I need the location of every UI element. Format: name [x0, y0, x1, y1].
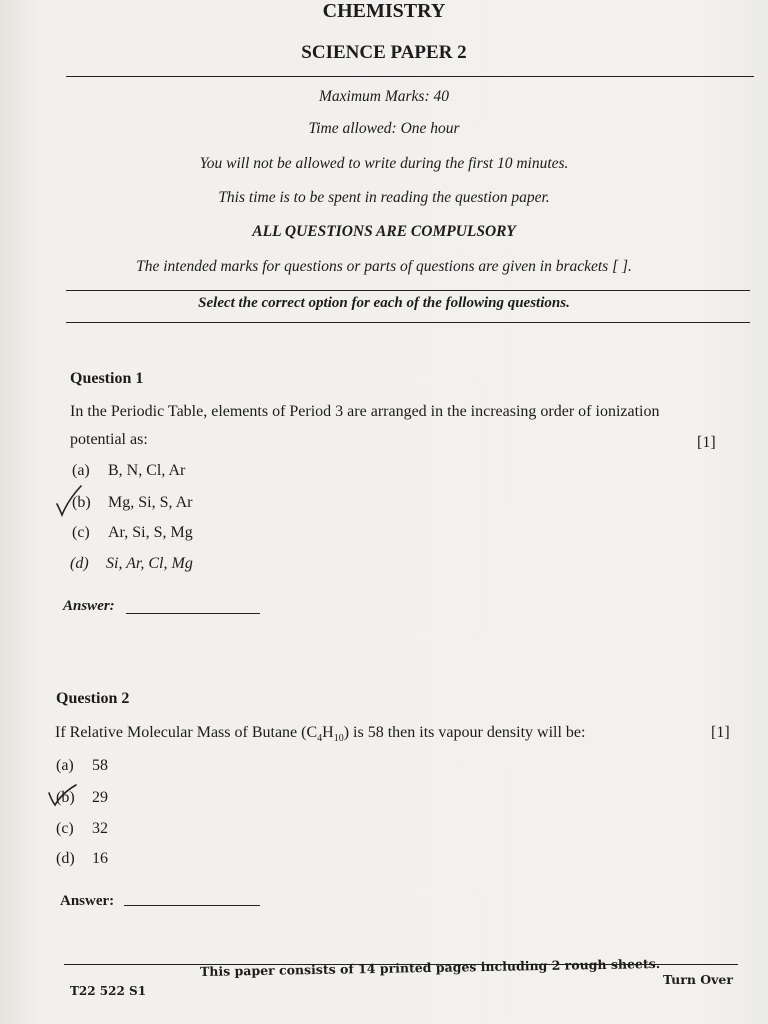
option-label: (b)	[56, 789, 75, 806]
question-2-answer-label: Answer:	[60, 893, 115, 909]
q1-option-a	[72, 462, 185, 480]
option-text: 16	[92, 850, 108, 867]
question-2-sub1: 4	[317, 733, 323, 745]
question-1-answer-label: Answer:	[63, 598, 115, 614]
question-2-text-mid: H	[322, 724, 334, 741]
option-text: Mg, Si, S, Ar	[108, 494, 193, 511]
max-marks: Maximum Marks: 40	[318, 88, 449, 105]
option-text: B, N, Cl, Ar	[108, 462, 186, 479]
marks-bracket-note: The intended marks for questions or parts of questions are given in brackets [ ].	[136, 258, 632, 275]
subject-title: CHEMISTRY	[322, 0, 446, 22]
q1-option-b	[72, 494, 192, 512]
turn-over: Turn Over	[663, 972, 733, 987]
instruction-rule-bottom	[66, 322, 750, 323]
header-divider	[66, 76, 754, 77]
q1-option-d	[70, 555, 193, 573]
q1-option-c	[72, 524, 193, 542]
paper-title: SCIENCE PAPER 2	[301, 42, 467, 63]
option-label: (a)	[56, 757, 74, 774]
option-label: (b)	[72, 494, 91, 511]
question-2-answer-blank[interactable]	[124, 905, 260, 906]
option-label: (a)	[72, 462, 90, 479]
question-1-answer-blank[interactable]	[126, 613, 260, 614]
question-2-sub2: 10	[333, 733, 344, 745]
reading-time-note: This time is to be spent in reading the question paper.	[218, 189, 550, 206]
question-2-text-post: ) is 58 then its vapour density will be:	[343, 724, 586, 741]
option-text: 29	[92, 789, 108, 806]
q2-option-c	[56, 820, 108, 838]
select-instruction: Select the correct option for each of the following questions.	[198, 295, 570, 311]
option-label: (d)	[70, 555, 89, 572]
no-writing-note: You will not be allowed to write during the first 10 minutes.	[199, 155, 569, 172]
option-text: 58	[92, 757, 108, 774]
question-1-text-line2: potential as:	[70, 431, 148, 448]
paper-code: T22 522 S1	[70, 984, 147, 998]
handwritten-tick-icon	[46, 783, 78, 809]
option-label: (c)	[72, 524, 90, 541]
compulsory-note: ALL QUESTIONS ARE COMPULSORY	[252, 223, 516, 240]
option-label: (d)	[56, 850, 75, 867]
time-allowed: Time allowed: One hour	[308, 120, 460, 137]
pages-note: This paper consists of 14 printed pages including 2 rough sheets.	[199, 955, 661, 980]
q2-option-d	[56, 850, 108, 868]
handwritten-tick-icon	[54, 484, 84, 518]
question-2-text	[55, 724, 585, 744]
question-2-text-pre: If Relative Molecular Mass of Butane (C	[55, 724, 318, 741]
question-2-heading: Question 2	[56, 690, 130, 707]
question-1-marks: [1]	[697, 434, 716, 451]
question-1-text-line1: In the Periodic Table, elements of Period 3 are arranged in the increasing order of ionization	[70, 403, 660, 420]
question-1-heading: Question 1	[70, 370, 144, 387]
q2-option-a	[56, 757, 108, 775]
question-2-marks: [1]	[711, 724, 730, 741]
option-text: Si, Ar, Cl, Mg	[106, 555, 193, 572]
option-text: Ar, Si, S, Mg	[108, 524, 193, 541]
option-text: 32	[92, 820, 108, 837]
option-label: (c)	[56, 820, 74, 837]
instruction-rule-top	[66, 290, 750, 291]
